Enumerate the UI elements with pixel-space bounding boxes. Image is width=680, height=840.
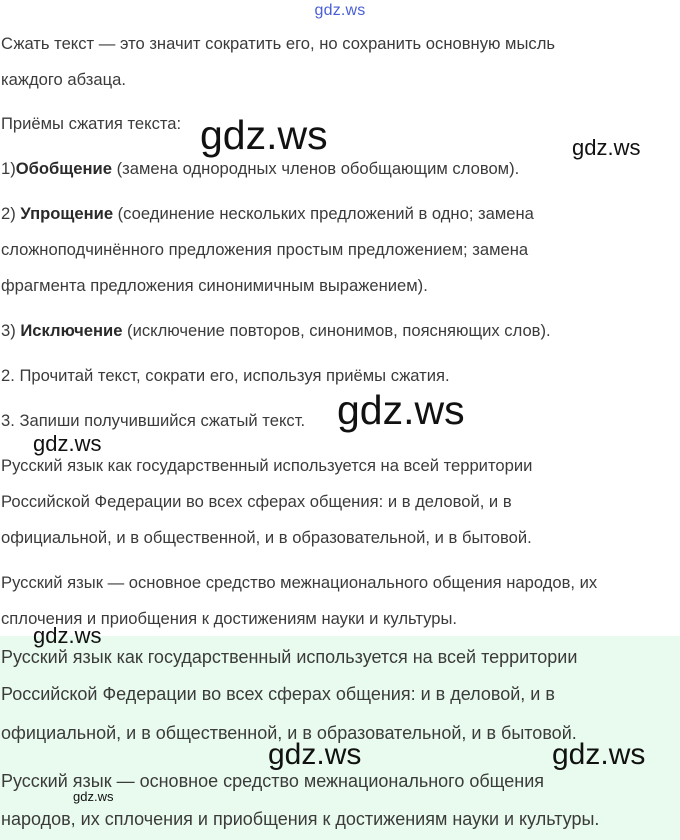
source-paragraph-1-line-1: Русский язык как государственный используется на всей территории: [1, 456, 533, 475]
answer-paragraph-2-line-2: народов, их сплочения и приобщения к достижениям науки и культуры.: [1, 809, 600, 829]
source-paragraph-1-line-3: официальной, и в общественной, и в образовательной, и в бытовой.: [1, 528, 532, 547]
answer-paragraph-1-line-2: Российской Федерации во всех сферах общения: и в деловой, и в: [1, 684, 555, 704]
source-paragraph-2-line-1: Русский язык — основное средство межнационального общения народов, их: [1, 573, 598, 592]
method-2-line-2: сложноподчинённого предложения простым предложением; замена: [1, 240, 529, 259]
method-1-number: 1): [1, 159, 16, 178]
method-2-term: Упрощение: [20, 204, 114, 223]
watermark-2: gdz.ws: [572, 135, 641, 160]
methods-heading: Приёмы сжатия текста:: [1, 114, 182, 133]
watermark-8: gdz.ws: [73, 789, 114, 804]
top-watermark: gdz.ws: [314, 2, 366, 19]
watermark-3: gdz.ws: [337, 387, 465, 433]
task-3: 3. Запиши получившийся сжатый текст.: [1, 411, 306, 430]
source-paragraph-2-line-2: сплочения и приобщения к достижениям науки и культуры.: [1, 609, 458, 628]
answer-paragraph-1-line-1: Русский язык как государственный используется на всей территории: [1, 647, 578, 667]
method-1-term: Обобщение: [15, 159, 112, 178]
method-2-number: 2): [1, 204, 21, 223]
method-1-description: (замена однородных членов обобщающим словом).: [112, 159, 520, 178]
method-3-description: (исключение повторов, синонимов, поясняющих слов).: [122, 321, 551, 340]
method-3-number: 3): [1, 321, 21, 340]
method-3: [1, 320, 551, 342]
answer-paragraph-2-line-1: Русский язык — основное средство межнационального общения: [1, 771, 545, 791]
method-2: [1, 203, 534, 225]
watermark-7: gdz.ws: [552, 738, 646, 771]
intro-line-2: каждого абзаца.: [1, 70, 126, 89]
task-2: 2. Прочитай текст, сократи его, используя приёмы сжатия.: [1, 366, 450, 385]
source-paragraph-1-line-2: Российской Федерации во всех сферах общения: и в деловой, и в: [1, 492, 512, 511]
watermark-4: gdz.ws: [33, 431, 102, 456]
method-3-term: Исключение: [20, 321, 123, 340]
method-2-description: (соединение нескольких предложений в одно; замена: [113, 204, 534, 223]
method-1: [1, 158, 519, 180]
watermark-1: gdz.ws: [200, 112, 328, 158]
answer-paragraph-1-line-3: официальной, и в общественной, и в образовательной, и в бытовой.: [1, 723, 577, 743]
method-2-line-3: фрагмента предложения синонимичным выражением).: [1, 276, 428, 295]
watermark-5: gdz.ws: [33, 623, 102, 648]
intro-line-1: Сжать текст — это значит сократить его, но сохранить основную мысль: [1, 34, 556, 53]
watermark-6: gdz.ws: [268, 738, 362, 771]
